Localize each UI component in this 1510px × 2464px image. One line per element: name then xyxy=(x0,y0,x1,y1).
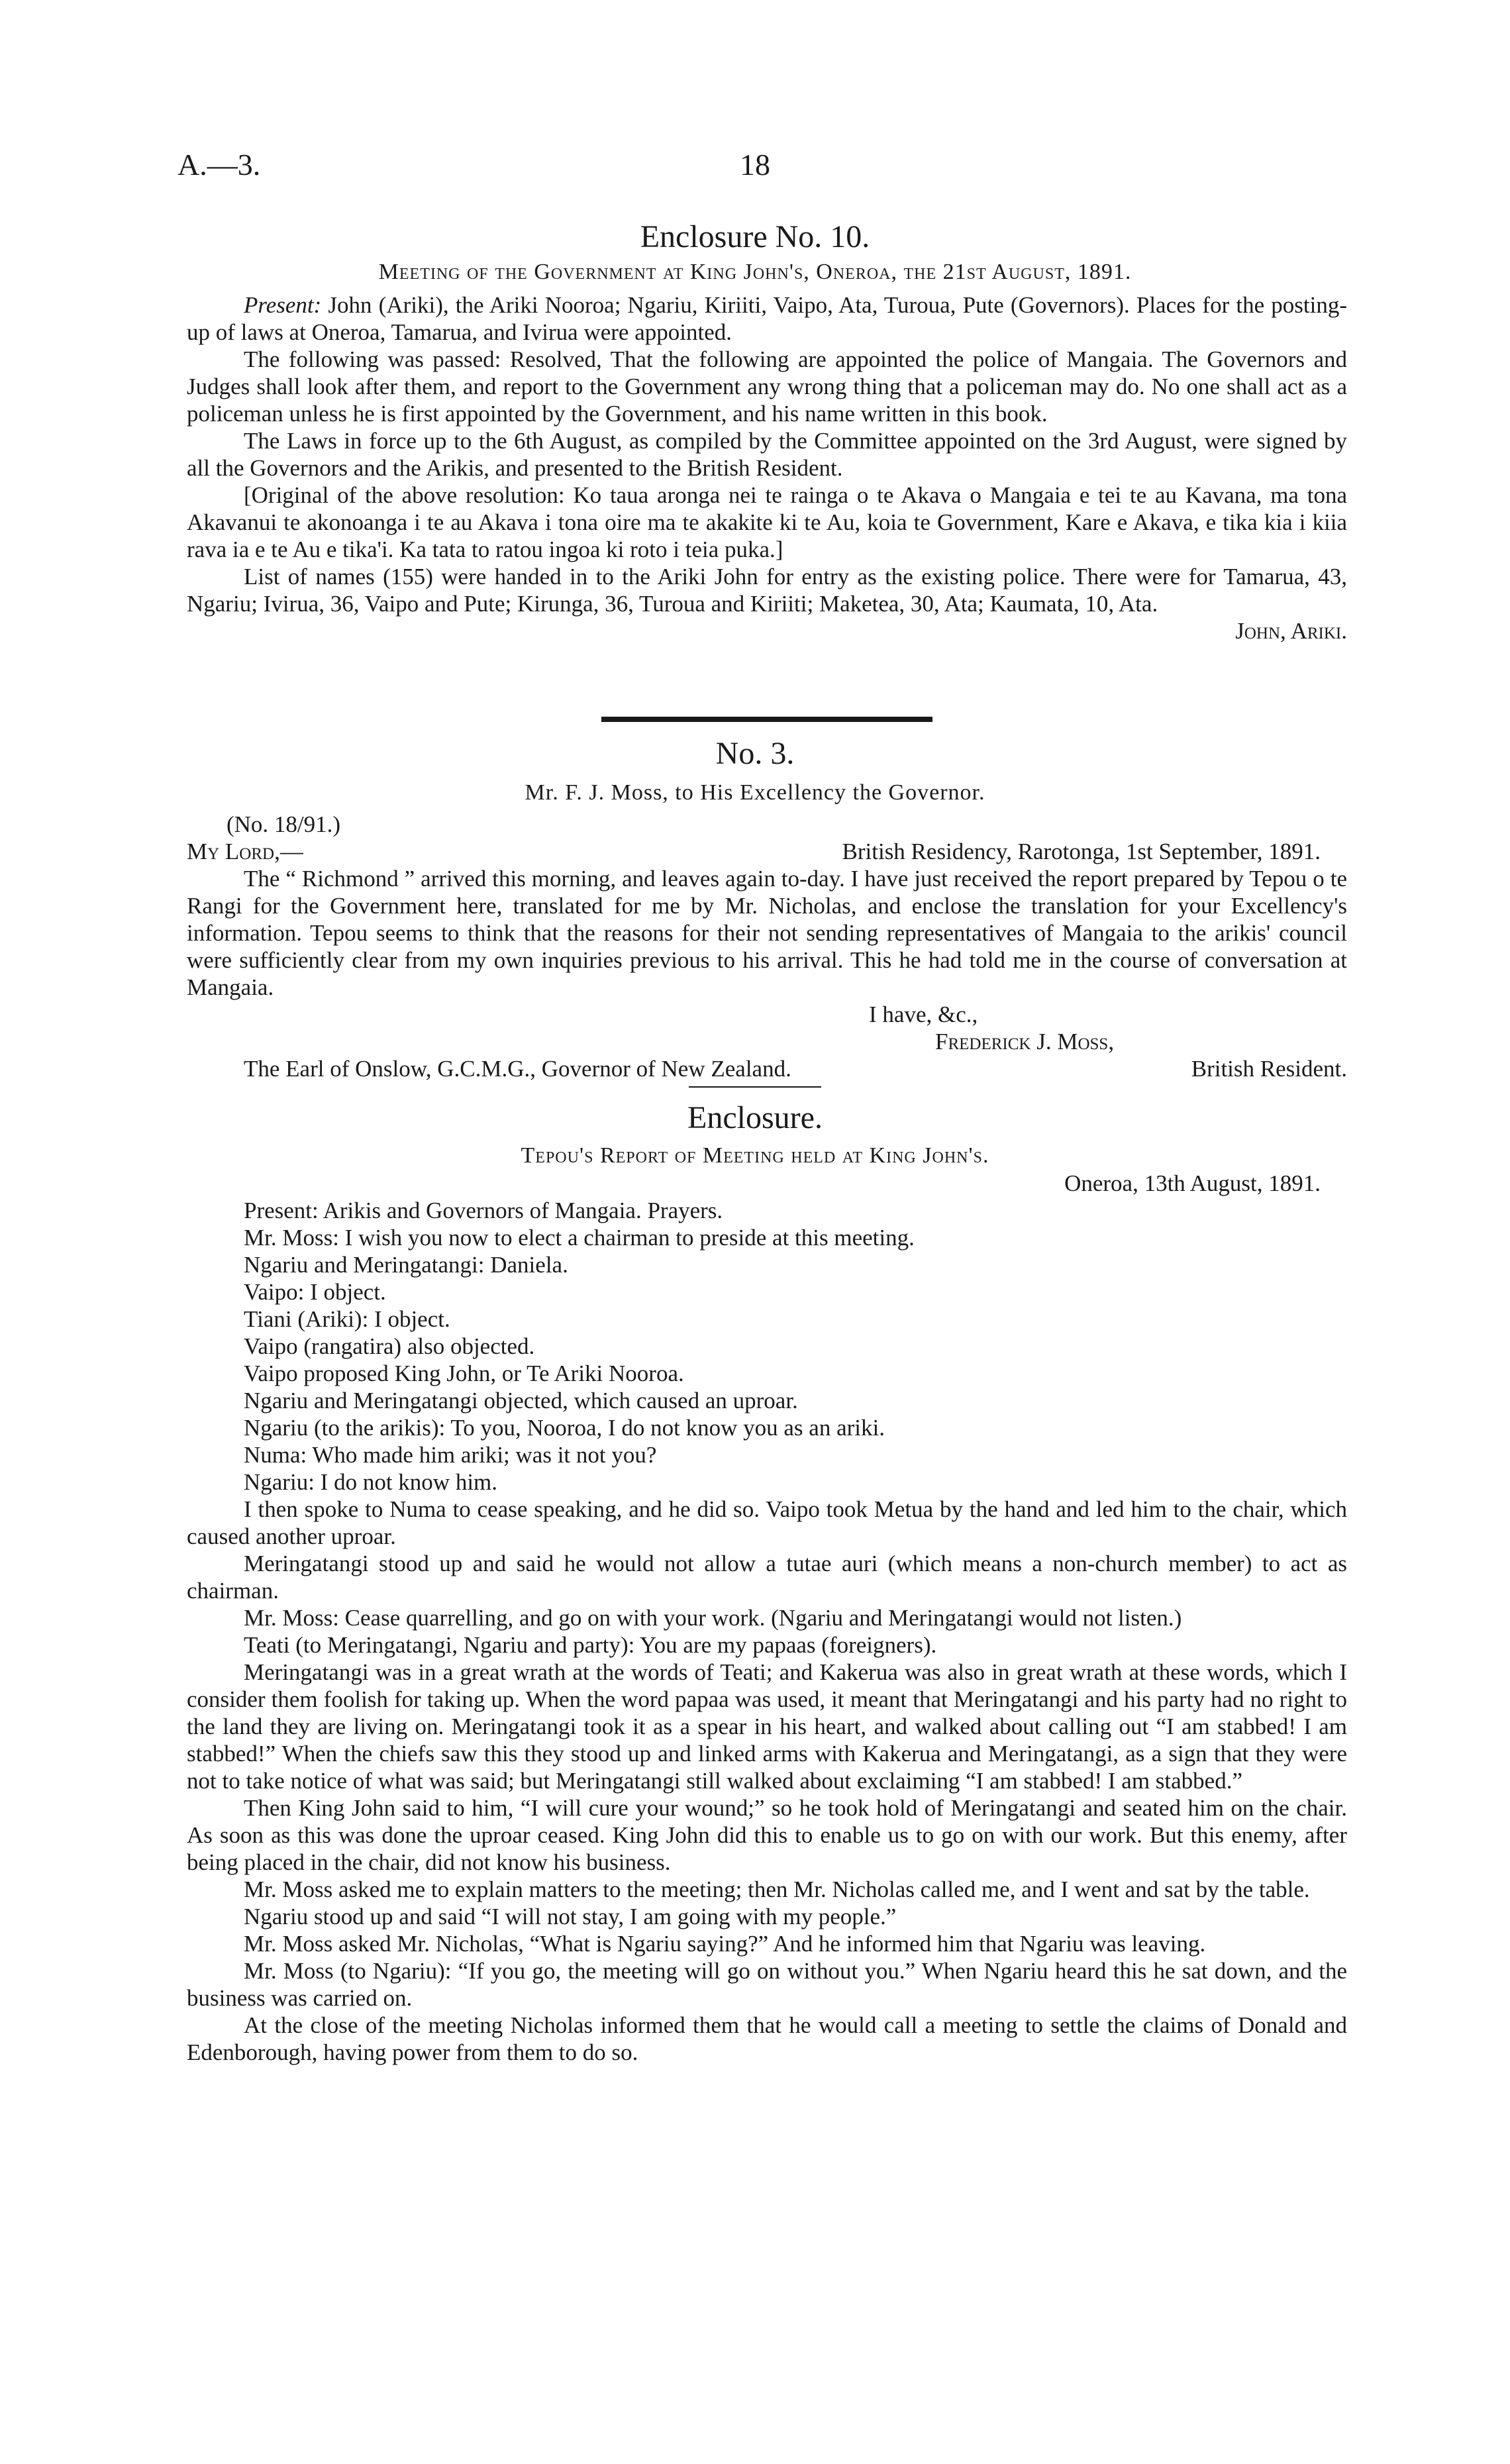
dialogue-line: Ngariu and Meringatangi objected, which caused an uproar. xyxy=(244,1388,798,1413)
laws-paragraph: The Laws in force up to the 6th August, as compiled by the Committee appointed on the 3rd August, were signed by all the Governors and the Arikis, and presented to the British Resident. xyxy=(187,428,1347,481)
report-paragraph: At the close of the meeting Nicholas informed them that he would call a meeting to settle the claims of Donald and Edenborough, having power from them to do so. xyxy=(187,2012,1347,2065)
report-paragraph: Meringatangi stood up and said he would not allow a tutae auri (which means a non-church member) to act as chairman. xyxy=(187,1551,1347,1604)
letter-signer: Frederick J. Moss, xyxy=(935,1029,1115,1054)
present-label: Present: xyxy=(244,292,322,318)
no3-title: No. 3. xyxy=(715,736,795,771)
letter-body: The “ Richmond ” arrived this morning, and leaves again to-day. I have just received the report prepared by Tepou o te Rangi for the Government here, translated for me by Mr. Nicholas, and enclose the translation for your Excellency's information. Tepou seems to think that the reasons for their not sending representatives of Mangaia to the arikis' council were sufficiently clear from my own inquiries previous to his arrival. This he had told me in the course of conversation at Mangaia. xyxy=(187,866,1347,1000)
present-paragraph xyxy=(187,291,1347,346)
letter-salutation: My Lord,— xyxy=(187,839,303,864)
dialogue-line: Mr. Moss: I wish you now to elect a chairman to preside at this meeting. xyxy=(244,1225,915,1251)
report-paragraph: Ngariu stood up and said “I will not stay, I am going with my people.” xyxy=(244,1904,897,1929)
present-text: John (Ariki), the Ariki Nooroa; Ngariu, Kiriiti, Vaipo, Ata, Turoua, Pute (Governors). Places for the posting-up of laws at Oneroa, Tamarua, and Ivirua were appointed. xyxy=(187,292,1347,345)
report-paragraph: Mr. Moss asked Mr. Nicholas, “What is Ngariu saying?” And he informed him that Ngariu was leaving. xyxy=(244,1931,1206,1957)
original-resolution-paragraph: [Original of the above resolution: Ko taua aronga nei te rainga o te Akava o Mangaia e tei te au Kavana, ma tona Akavanui te akonoanga i te au Akava i tona oire ma te akakite ki te Au, koia te Government, Kare e Akava, e tika kia i kiia rava ia e te Au e tika'i. Ka tata to ratou ingoa ki roto i teia puka.] xyxy=(187,482,1347,562)
police-list-paragraph: List of names (155) were handed in to the Ariki John for entry as the existing police. There were for Tamarua, 43, Ngariu; Ivirua, 36, Vaipo and Pute; Kirunga, 36, Turoua and Kiriiti; Maketea, 30, Ata; Kaumata, 10, Ata. xyxy=(187,564,1347,617)
enclosure-10-body xyxy=(187,291,1347,644)
dialogue-line: Numa: Who made him ariki; was it not you? xyxy=(244,1442,657,1468)
enclosure-title: Enclosure. xyxy=(687,1100,823,1135)
report-paragraphs xyxy=(187,1496,1347,2066)
letter-reference: (No. 18/91.) xyxy=(226,811,341,837)
report-paragraph: Mr. Moss: Cease quarrelling, and go on with your work. (Ngariu and Meringatangi would not listen.) xyxy=(244,1605,1182,1631)
letter-signer-title: British Resident. xyxy=(1191,1056,1347,1082)
dialogue-line: Ngariu and Meringatangi: Daniela. xyxy=(244,1252,568,1278)
report-paragraph: Mr. Moss (to Ngariu): “If you go, the meeting will go on without you.” When Ngariu heard this he sat down, and the business was carried on. xyxy=(187,1958,1347,2011)
page-number: 18 xyxy=(740,148,770,181)
enclosure-body xyxy=(187,1170,1347,2066)
enclosure-divider xyxy=(689,1086,821,1088)
enclosure-subtitle: Tepou's Report of Meeting held at King John's. xyxy=(521,1143,989,1168)
dialogue-line: Vaipo: I object. xyxy=(244,1279,386,1305)
dialogue-line: Vaipo (rangatira) also objected. xyxy=(244,1333,535,1359)
letter-place-date: British Residency, Rarotonga, 1st September, 1891. xyxy=(842,839,1321,864)
letter-closing: I have, &c., xyxy=(869,1001,978,1027)
enclosure-10-subtitle: Meeting of the Government at King John's, Oneroa, the 21st August, 1891. xyxy=(378,260,1132,284)
dialogue-line: Present: Arikis and Governors of Mangaia. Prayers. xyxy=(244,1198,723,1223)
report-paragraph: Teati (to Meringatangi, Ngariu and party): You are my papaas (foreigners). xyxy=(244,1632,937,1658)
enclosure-10-title: Enclosure No. 10. xyxy=(640,219,870,254)
section-divider xyxy=(601,717,932,722)
resolution-paragraph: The following was passed: Resolved, That the following are appointed the police of Mangaia. The Governors and Judges shall look after them, and report to the Government any wrong thing that a policeman may do. No one shall act as a policeman unless he is first appointed by the Government, and his name written in this book. xyxy=(187,346,1347,427)
report-paragraph: I then spoke to Numa to cease speaking, and he did so. Vaipo took Metua by the hand and led him to the chair, which caused another uproar. xyxy=(187,1496,1347,1549)
report-paragraph: Mr. Moss asked me to explain matters to the meeting; then Mr. Nicholas called me, and I went and sat by the table. xyxy=(244,1876,1310,1902)
enclosure-10-signature: John, Ariki. xyxy=(1235,618,1347,644)
letter-addressee: The Earl of Onslow, G.C.M.G., Governor of New Zealand. xyxy=(244,1056,791,1082)
document-reference: A.—3. xyxy=(177,148,261,181)
dialogue-line: Ngariu (to the arikis): To you, Nooroa, I do not know you as an ariki. xyxy=(244,1415,885,1441)
meeting-dialogue xyxy=(187,1197,1347,1496)
dialogue-line: Vaipo proposed King John, or Te Ariki Nooroa. xyxy=(244,1360,684,1386)
dialogue-line: Tiani (Ariki): I object. xyxy=(244,1306,450,1332)
letter-footer-row xyxy=(187,1055,1347,1082)
report-paragraph: Then King John said to him, “I will cure your wound;” so he took hold of Meringatangi and seated him on the chair. As soon as this was done the uproar ceased. King John did this to enable us to go on with our work. But this enemy, after being placed in the chair, did not know his business. xyxy=(187,1795,1347,1875)
dialogue-line: Ngariu: I do not know him. xyxy=(244,1469,498,1495)
no3-subtitle: Mr. F. J. Moss, to His Excellency the Governor. xyxy=(525,780,985,805)
enclosure-place-date: Oneroa, 13th August, 1891. xyxy=(1064,1170,1321,1196)
letter-heading-row xyxy=(187,838,1347,865)
no3-letter xyxy=(187,811,1347,1082)
report-paragraph: Meringatangi was in a great wrath at the words of Teati; and Kakerua was also in great wrath at these words, which I consider them foolish for taking up. When the word papaa was used, it meant that Meringatangi and his party had no right to the land they are living on. Meringatangi took it as a spear in his heart, and walked about calling out “I am stabbed! I am stabbed!” When the chiefs saw this they stood up and linked arms with Kakerua and Meringatangi, as a sign that they were not to take notice of what was said; but Meringatangi still walked about exclaiming “I am stabbed! I am stabbed.” xyxy=(187,1659,1347,1794)
